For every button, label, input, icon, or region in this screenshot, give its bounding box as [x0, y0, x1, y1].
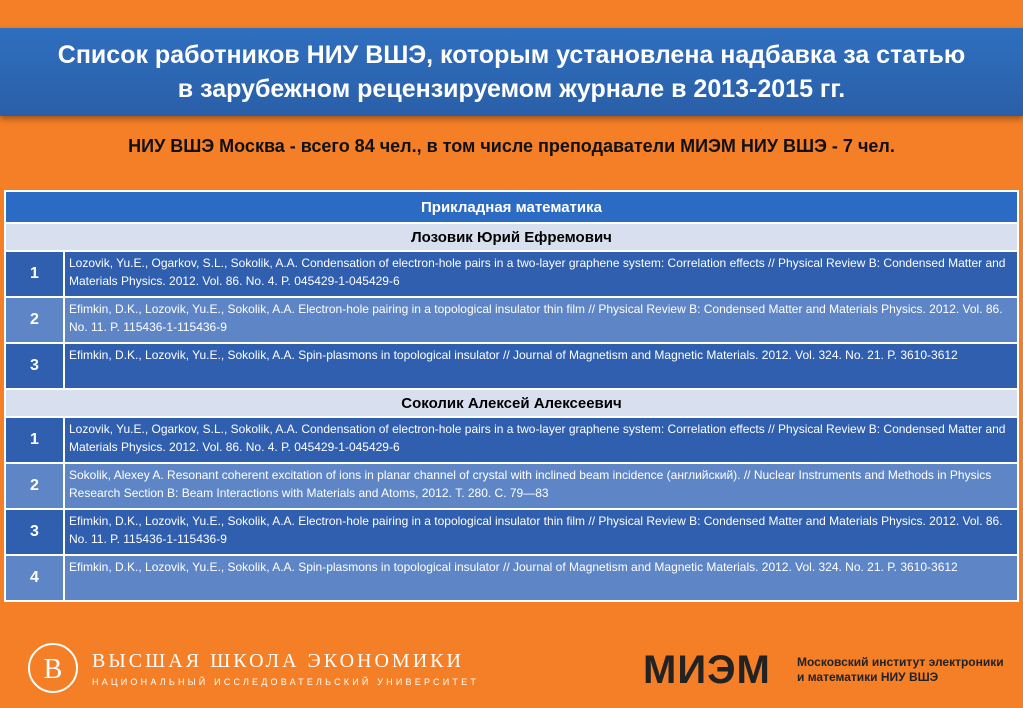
- title-banner: [0, 28, 1023, 116]
- paper-reference: Sokolik, Alexey A. Resonant coherent excitation of ions in planar channel of crystal with inclined beam incidence (английский). // Nuclear Instruments and Methods in Physics Research Section B: Beam Interactions with Materials and Atoms, 2012. Т. 280. С. 79—83: [64, 463, 1018, 509]
- svg-text:B: B: [43, 654, 63, 685]
- miem-line-2: и математики НИУ ВШЭ: [797, 670, 939, 684]
- paper-reference: Efimkin, D.K., Lozovik, Yu.E., Sokolik, A.A. Electron-hole pairing in a topological insulator thin film // Physical Review B: Condensed Matter and Materials Physics. 2012. Vol. 86. No. 11. P. 115436-1-115436-9: [64, 509, 1018, 555]
- section-header: Прикладная математика: [5, 191, 1018, 223]
- table-row: [5, 509, 1018, 555]
- table-row: [5, 555, 1018, 601]
- title-line-2: в зарубежном рецензируемом журнале в 2013-2015 гг.: [177, 75, 846, 103]
- miem-logo: МИЭМ: [643, 648, 771, 692]
- hse-logo-icon: [28, 643, 78, 693]
- subtitle: НИУ ВШЭ Москва - всего 84 чел., в том числе преподаватели МИЭМ НИУ ВШЭ - 7 чел.: [128, 136, 895, 156]
- person-name: Лозовик Юрий Ефремович: [5, 223, 1018, 251]
- table-row: [5, 297, 1018, 343]
- paper-number: 1: [5, 251, 64, 297]
- miem-line-1: Московский институт электроники: [797, 655, 1004, 669]
- publications-table: [4, 190, 1019, 602]
- table-row: [5, 463, 1018, 509]
- hse-subtitle: НАЦИОНАЛЬНЫЙ ИССЛЕДОВАТЕЛЬСКИЙ УНИВЕРСИТЕТ: [92, 677, 480, 687]
- paper-reference: Efimkin, D.K., Lozovik, Yu.E., Sokolik, A.A. Spin-plasmons in topological insulator // Journal of Magnetism and Magnetic Materials. 2012. Vol. 324. No. 21. P. 3610-3612: [64, 555, 1018, 601]
- table-row: [5, 343, 1018, 389]
- paper-number: 3: [5, 343, 64, 389]
- paper-reference: Efimkin, D.K., Lozovik, Yu.E., Sokolik, A.A. Electron-hole pairing in a topological insulator thin film // Physical Review B: Condensed Matter and Materials Physics. 2012. Vol. 86. No. 11. P. 115436-1-115436-9: [64, 297, 1018, 343]
- paper-number: 4: [5, 555, 64, 601]
- title-line-1: Список работников НИУ ВШЭ, которым установлена надбавка за статью: [57, 41, 966, 69]
- paper-number: 2: [5, 297, 64, 343]
- paper-number: 3: [5, 509, 64, 555]
- hse-name: ВЫСШАЯ ШКОЛА ЭКОНОМИКИ: [92, 650, 464, 672]
- paper-number: 1: [5, 417, 64, 463]
- table-row: [5, 417, 1018, 463]
- table-row: [5, 251, 1018, 297]
- paper-reference: Efimkin, D.K., Lozovik, Yu.E., Sokolik, A.A. Spin-plasmons in topological insulator // Journal of Magnetism and Magnetic Materials. 2012. Vol. 324. No. 21. P. 3610-3612: [64, 343, 1018, 389]
- paper-reference: Lozovik, Yu.E., Ogarkov, S.L., Sokolik, A.A. Condensation of electron-hole pairs in a two-layer graphene system: Correlation effects // Physical Review B: Condensed Matter and Materials Physics. 2012. Vol. 86. No. 4. P. 045429-1-045429-6: [64, 251, 1018, 297]
- paper-reference: Lozovik, Yu.E., Ogarkov, S.L., Sokolik, A.A. Condensation of electron-hole pairs in a two-layer graphene system: Correlation effects // Physical Review B: Condensed Matter and Materials Physics. 2012. Vol. 86. No. 4. P. 045429-1-045429-6: [64, 417, 1018, 463]
- person-name: Соколик Алексей Алексеевич: [5, 389, 1018, 417]
- miem-description: [797, 655, 1004, 685]
- paper-number: 2: [5, 463, 64, 509]
